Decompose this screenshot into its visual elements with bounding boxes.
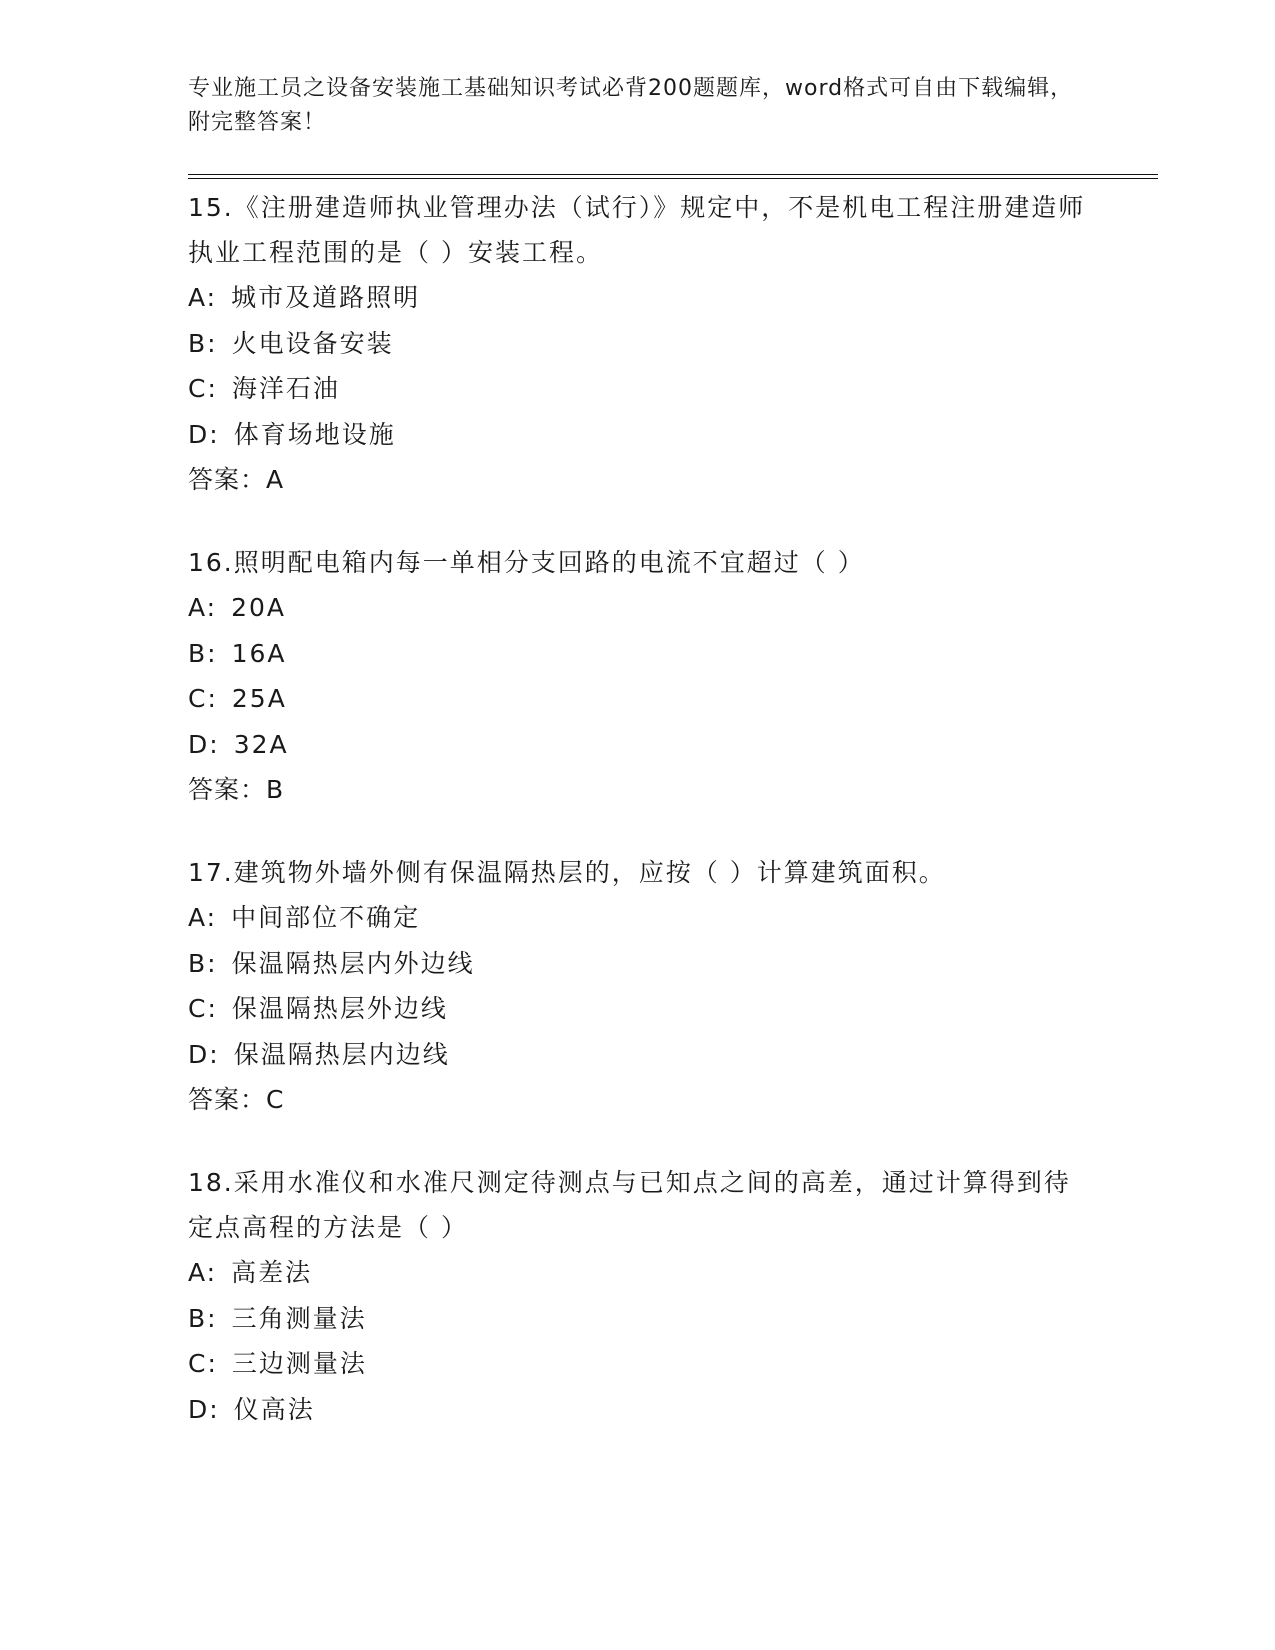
option-label: A:	[188, 593, 218, 622]
option-b	[188, 941, 1158, 987]
option-label: D:	[188, 1039, 220, 1069]
option-a	[188, 895, 1158, 941]
option-c	[188, 986, 1158, 1032]
option-label: B:	[188, 1303, 218, 1333]
option-d	[188, 722, 1158, 768]
option-label: B:	[188, 638, 218, 668]
option-b	[188, 321, 1158, 367]
answer: 答案：B	[188, 775, 285, 804]
option-text: 保温隔热层内外边线	[231, 948, 475, 978]
question-text: 16.照明配电箱内每一单相分支回路的电流不宜超过（ ）	[188, 548, 865, 577]
option-c	[188, 366, 1158, 412]
document-page	[188, 72, 1158, 1470]
option-label: C:	[188, 994, 218, 1023]
option-label: B:	[188, 948, 218, 978]
option-label: C:	[188, 684, 218, 713]
option-c	[188, 1341, 1158, 1387]
option-b	[188, 631, 1158, 677]
header-double-rule	[188, 174, 1158, 179]
option-text: 体育场地设施	[233, 419, 396, 449]
option-text: 火电设备安装	[231, 328, 394, 358]
option-label: D:	[188, 729, 220, 759]
option-label: A:	[188, 283, 218, 312]
option-text: 16A	[231, 638, 287, 668]
option-d	[188, 412, 1158, 458]
option-text: 20A	[231, 593, 287, 622]
option-text: 保温隔热层外边线	[231, 994, 448, 1023]
option-text: 三角测量法	[231, 1303, 367, 1333]
question-text: 17.建筑物外墙外侧有保温隔热层的，应按（ ）计算建筑面积。	[188, 858, 946, 887]
answer: 答案：C	[188, 1085, 285, 1114]
option-text: 仪高法	[233, 1394, 315, 1424]
option-b	[188, 1296, 1158, 1342]
option-text: 高差法	[231, 1258, 313, 1287]
option-a	[188, 1250, 1158, 1296]
option-label: A:	[188, 903, 218, 932]
option-text: 城市及道路照明	[231, 283, 421, 312]
option-text: 32A	[233, 729, 289, 759]
option-label: B:	[188, 328, 218, 358]
option-text: 25A	[231, 684, 287, 713]
option-label: C:	[188, 1349, 218, 1378]
answer: 答案：A	[188, 465, 285, 494]
option-text: 三边测量法	[231, 1349, 367, 1378]
question-16	[188, 540, 1158, 812]
question-18	[188, 1160, 1158, 1432]
option-text: 中间部位不确定	[231, 903, 421, 932]
option-label: D:	[188, 419, 220, 449]
question-list	[188, 185, 1158, 1432]
option-label: A:	[188, 1258, 218, 1287]
option-label: C:	[188, 374, 218, 403]
question-text: 18.采用水准仪和水准尺测定待测点与已知点之间的高差，通过计算得到待定点高程的方法是（ ）	[188, 1168, 1071, 1242]
option-a	[188, 585, 1158, 631]
question-17	[188, 850, 1158, 1122]
option-a	[188, 275, 1158, 321]
option-text: 海洋石油	[231, 374, 340, 403]
question-text: 15.《注册建造师执业管理办法（试行）》规定中，不是机电工程注册建造师执业工程范围的是（ ）安装工程。	[188, 193, 1086, 267]
option-d	[188, 1387, 1158, 1433]
option-text: 保温隔热层内边线	[233, 1039, 450, 1069]
option-d	[188, 1032, 1158, 1078]
option-c	[188, 676, 1158, 722]
document-header: 专业施工员之设备安装施工基础知识考试必背200题题库，word格式可自由下载编辑，附完整答案！	[188, 76, 1074, 135]
option-label: D:	[188, 1394, 220, 1424]
question-15	[188, 185, 1158, 502]
